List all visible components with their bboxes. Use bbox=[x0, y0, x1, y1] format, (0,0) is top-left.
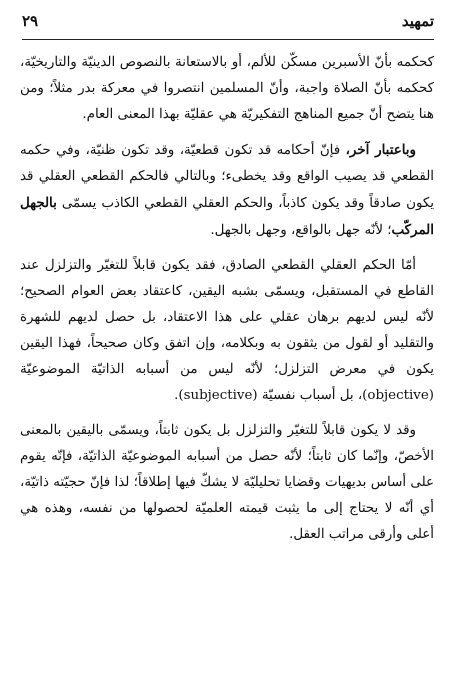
page-header bbox=[22, 10, 434, 40]
body-text bbox=[20, 50, 434, 557]
paragraph-3-text: أمّا الحكم العقلي القطعي الصادق، فقد يكون قابلاً للتغيّر والتزلزل عند القاطع في المستقبل، ويسمّى بشبه اليقين، كاعتقاد بعض العوام الصحيح؛ لأنّه ليس لديهم برهان عقلي على هذا الاعتقاد، بل حصل لديهم للشهرة والتقليد أو لقول من يثقون به وبكلامه، وإن اتفق وكان صحيحاً، فهذا اليقين يكون في معرض التزلزل؛ لأنّه ليس من أسبابه الذاتيّة الموضوعيّة (objective)، بل أسباب نفسيّة (subjective). bbox=[20, 258, 434, 403]
paragraph-4 bbox=[20, 418, 434, 548]
paragraph-2-tail: ؛ لأنّه جهل بالواقع، وجهل بالجهل. bbox=[210, 223, 392, 238]
header-divider bbox=[22, 39, 434, 40]
paragraph-3 bbox=[20, 253, 434, 409]
paragraph-2-text: فإنّ أحكامه قد تكون قطعيّة، وقد تكون ظنيّة، وفي حكمه القطعي قد يصيب الواقع وقد يخطىء؛ وبالتالي فالحكم القطعي العقلي قد يكون صادقاً وقد يكون كاذباً، والحكم العقلي القطعي الكاذب يسمّى bbox=[20, 143, 434, 211]
chapter-title: تمهيد bbox=[401, 12, 434, 30]
paragraph-2 bbox=[20, 137, 434, 244]
paragraph-1 bbox=[20, 50, 434, 128]
paragraph-4-text: وقد لا يكون قابلاً للتغيّر والتزلزل بل يكون ثابتاً، ويسمّى باليقين بالمعنى الأخصّ، وإنّما كان ثابتاً؛ لأنّه حصل من أسبابه الموضوعيّة الذاتيّة، فإنّه يقوم على أساس بديهيات وقضايا تحليليّة لا يشكّ فيها إطلاقاً؛ لذا فإنّ حجيّته ذاتيّة، أي أنّه لا يحتاج إلى ما يثبت قيمته العلميّة لحصولها من نفسه، وهذه هي أعلى وأرقى مراتب العقل. bbox=[20, 423, 434, 542]
paragraph-2-lead: وباعتبار آخر، bbox=[345, 142, 416, 158]
page-number: ٢٩ bbox=[22, 12, 39, 30]
paragraph-1-text: كحكمه بأنّ الأسبرين مسكّن للألم، أو بالاستعانة بالنصوص الدينيّة والتاريخيّة، كحكمه بأنّ الصلاة واجبة، وأنّ المسلمين انتصروا في معركة بدر مثلاً؛ ومن هنا يتضح أنّ جميع المناهج التفكيريّة هي عقليّة بهذا المعنى العام. bbox=[20, 55, 434, 122]
paragraph-2-emphasis: بالجهل المركّب bbox=[20, 195, 434, 238]
